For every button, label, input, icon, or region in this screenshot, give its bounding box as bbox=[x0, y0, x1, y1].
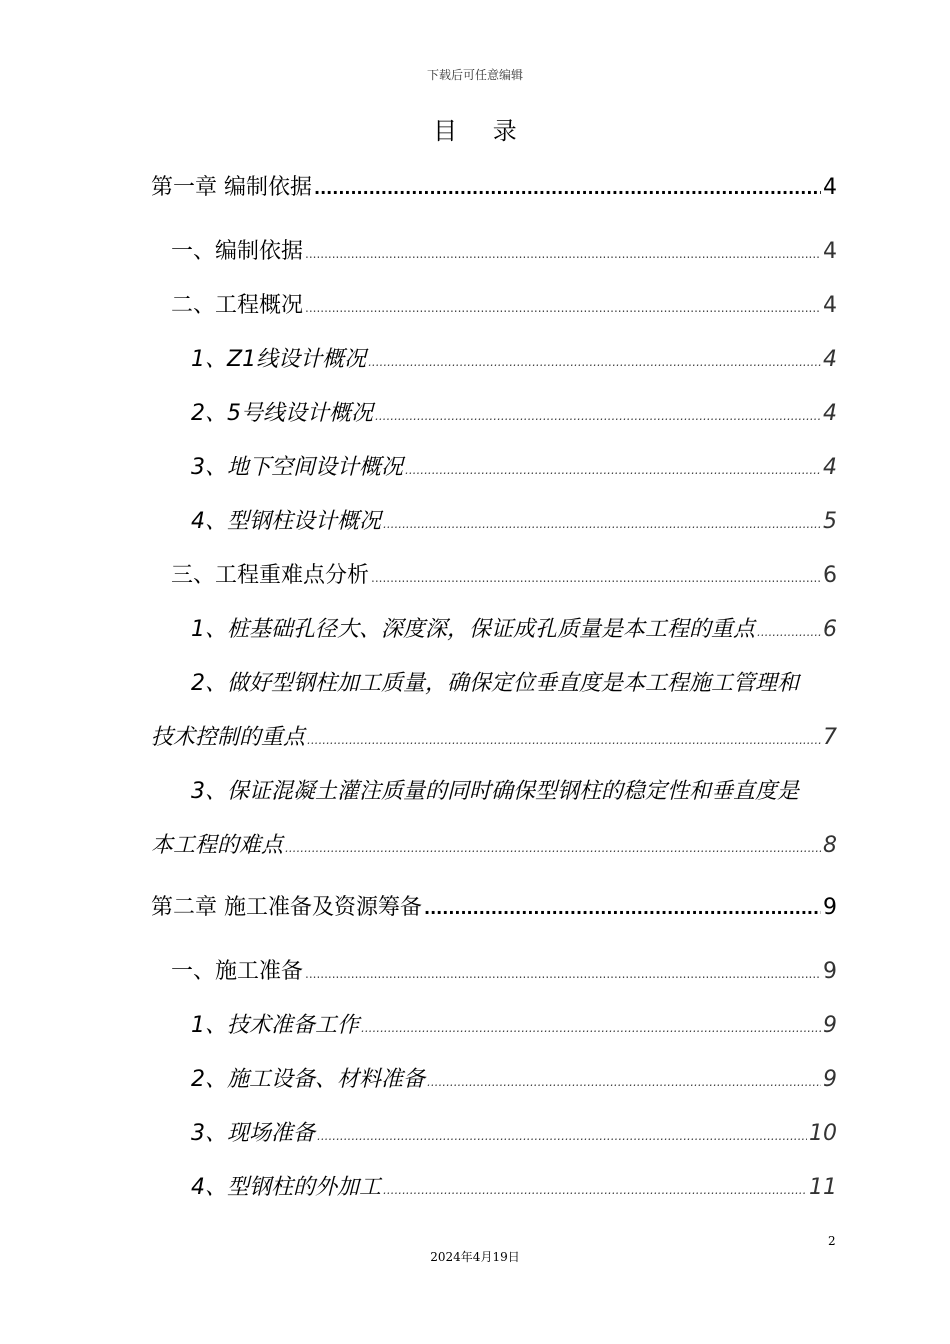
dot-leader bbox=[305, 301, 821, 315]
toc-entry-label: 1、桩基础孔径大、深度深，保证成孔质量是本工程的重点 bbox=[191, 617, 755, 642]
toc-entry[interactable] bbox=[191, 504, 837, 535]
toc-entry[interactable] bbox=[171, 954, 837, 985]
toc-entry-label: 三、工程重难点分析 bbox=[171, 563, 370, 588]
dot-leader bbox=[383, 517, 821, 531]
dot-leader bbox=[307, 733, 821, 747]
dot-leader bbox=[427, 1075, 821, 1089]
toc-entry-page: 4 bbox=[823, 347, 837, 372]
toc-entry-page: 5 bbox=[823, 509, 837, 534]
toc-entry-label-line2: 技术控制的重点 bbox=[151, 725, 306, 750]
dot-leader bbox=[371, 571, 821, 585]
toc-entry[interactable] bbox=[171, 558, 837, 589]
toc-entry-page: 9 bbox=[823, 959, 837, 984]
toc-entry-label: 二、工程概况 bbox=[171, 293, 304, 318]
toc-entry-page: 9 bbox=[823, 1013, 837, 1038]
dot-leader bbox=[757, 625, 821, 639]
toc-entry-label-line1[interactable]: 3、保证混凝土灌注质量的同时确保型钢柱的稳定性和垂直度是 bbox=[191, 779, 799, 804]
toc-title: 目 录 bbox=[433, 117, 531, 145]
page-header: 下载后可任意编辑 bbox=[426, 68, 523, 82]
toc-entry-label-line1[interactable]: 2、做好型钢柱加工质量，确保定位垂直度是本工程施工管理和 bbox=[191, 671, 799, 696]
toc-entry-page: 4 bbox=[823, 175, 837, 200]
toc-entry[interactable] bbox=[191, 342, 837, 373]
toc-entry-page: 9 bbox=[823, 895, 837, 920]
dot-leader bbox=[405, 463, 821, 477]
dot-leader bbox=[383, 1183, 807, 1197]
toc-entry-chapter-1[interactable] bbox=[151, 170, 837, 201]
toc-entry[interactable] bbox=[151, 828, 837, 859]
toc-entry-label: 3、现场准备 bbox=[191, 1121, 315, 1146]
dot-leader bbox=[305, 247, 821, 261]
toc-entry[interactable] bbox=[191, 1062, 837, 1093]
toc-entry[interactable] bbox=[191, 612, 837, 643]
toc-entry-label: 2、5号线设计概况 bbox=[191, 401, 373, 426]
toc-entry[interactable] bbox=[191, 450, 837, 481]
toc-entry[interactable] bbox=[171, 288, 837, 319]
toc-entry-page: 4 bbox=[823, 293, 837, 318]
dot-leader bbox=[317, 1129, 807, 1143]
toc-entry-label-line2: 本工程的难点 bbox=[151, 833, 284, 858]
toc-entry-page: 6 bbox=[823, 617, 837, 642]
toc-entry-label: 2、施工设备、材料准备 bbox=[191, 1067, 425, 1092]
toc-entry[interactable] bbox=[191, 1008, 837, 1039]
toc-entry-page: 6 bbox=[823, 563, 837, 588]
toc-entry-chapter-2[interactable] bbox=[151, 890, 837, 921]
toc-entry-page: 7 bbox=[823, 725, 837, 750]
dot-leader bbox=[424, 899, 821, 918]
toc-entry-label: 第一章 编制依据 bbox=[151, 175, 312, 200]
toc-entry[interactable] bbox=[191, 1116, 837, 1147]
toc-entry-page: 4 bbox=[823, 239, 837, 264]
page-footer-date: 2024年4月19日 bbox=[430, 1250, 520, 1264]
toc-entry-label: 4、型钢柱设计概况 bbox=[191, 509, 381, 534]
toc-entry-page: 11 bbox=[809, 1175, 837, 1200]
toc-entry[interactable] bbox=[191, 1170, 837, 1201]
toc-entry-page: 9 bbox=[823, 1067, 837, 1092]
toc-entry-page: 4 bbox=[823, 401, 837, 426]
toc-entry-page: 10 bbox=[809, 1121, 837, 1146]
dot-leader bbox=[368, 355, 821, 369]
toc-entry-label: 一、编制依据 bbox=[171, 239, 304, 264]
dot-leader bbox=[285, 841, 821, 855]
toc-entry-label: 1、Z1线设计概况 bbox=[191, 347, 367, 372]
dot-leader bbox=[375, 409, 821, 423]
dot-leader bbox=[361, 1021, 821, 1035]
toc-entry-page: 8 bbox=[823, 833, 837, 858]
toc-entry[interactable] bbox=[171, 234, 837, 265]
dot-leader bbox=[305, 967, 821, 981]
toc-entry-label: 1、技术准备工作 bbox=[191, 1013, 359, 1038]
toc-entry-label: 3、地下空间设计概况 bbox=[191, 455, 403, 480]
dot-leader bbox=[314, 179, 821, 198]
toc-entry[interactable] bbox=[191, 396, 837, 427]
toc-entry-label: 第二章 施工准备及资源筹备 bbox=[151, 895, 422, 920]
toc-entry-page: 4 bbox=[823, 455, 837, 480]
toc-entry[interactable] bbox=[151, 720, 837, 751]
page-number: 2 bbox=[828, 1234, 836, 1248]
toc-entry-label: 一、施工准备 bbox=[171, 959, 304, 984]
toc-entry-label: 4、型钢柱的外加工 bbox=[191, 1175, 381, 1200]
